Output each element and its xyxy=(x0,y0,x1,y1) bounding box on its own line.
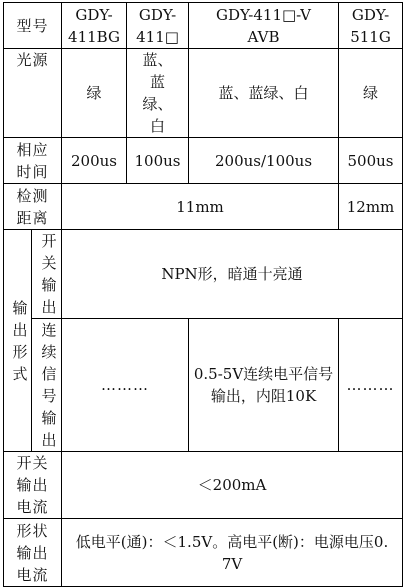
continuous-output-411-dots: ……… xyxy=(62,319,189,452)
light-source-411: 蓝、蓝绿、白 xyxy=(127,49,189,138)
switch-output-label: 开关输出 xyxy=(32,230,62,319)
switch-current-label: 开关输出电流 xyxy=(4,452,62,519)
model-gdy-411: GDY-411□ xyxy=(127,3,189,49)
detection-distance-row xyxy=(4,184,403,230)
shape-output-label: 形状输出电流 xyxy=(4,519,62,587)
light-source-411bg: 绿 xyxy=(62,49,127,138)
shape-output-row xyxy=(4,519,403,587)
model-gdy-511g: GDY-511G xyxy=(339,3,403,49)
shape-output-value: 低电平(通)：＜1.5V。高电平(断)：电源电压0.7V xyxy=(62,519,403,587)
response-time-label: 相应时间 xyxy=(4,138,62,184)
continuous-output-vavb: 0.5-5V连续电平信号输出，内阻10K xyxy=(189,319,339,452)
response-time-411-vavb: 200us/100us xyxy=(189,138,339,184)
response-time-411: 100us xyxy=(127,138,189,184)
response-time-row xyxy=(4,138,403,184)
switch-current-row xyxy=(4,452,403,519)
spec-table xyxy=(3,2,403,587)
model-label: 型号 xyxy=(4,3,62,49)
continuous-output-row xyxy=(4,319,403,452)
detection-distance-shared: 11mm xyxy=(62,184,339,230)
model-gdy-411-vavb: GDY-411□-VAVB xyxy=(189,3,339,49)
switch-current-value: ＜200mA xyxy=(62,452,403,519)
model-gdy-411bg: GDY-411BG xyxy=(62,3,127,49)
light-source-511g: 绿 xyxy=(339,49,403,138)
continuous-output-label: 连续信号输出 xyxy=(32,319,62,452)
light-source-411-vavb: 蓝、蓝绿、白 xyxy=(189,49,339,138)
detection-distance-label: 检测距离 xyxy=(4,184,62,230)
light-source-row xyxy=(4,49,403,138)
continuous-output-511g-dots: ……… xyxy=(339,319,403,452)
switch-output-value: NPN形，暗通十亮通 xyxy=(62,230,403,319)
output-form-label: 输出形式 xyxy=(4,230,32,452)
response-time-411bg: 200us xyxy=(62,138,127,184)
switch-output-row xyxy=(4,230,403,319)
response-time-511g: 500us xyxy=(339,138,403,184)
light-source-label: 光源 xyxy=(4,49,62,138)
header-row xyxy=(4,3,403,49)
detection-distance-511g: 12mm xyxy=(339,184,403,230)
